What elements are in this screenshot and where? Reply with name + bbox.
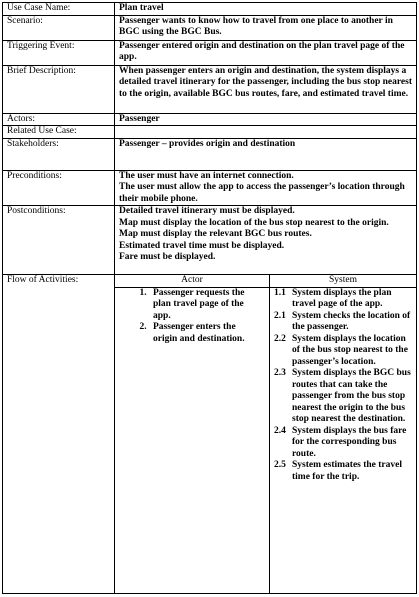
preconditions-label: Preconditions:: [3, 170, 115, 206]
postcondition-item: Map must display the location of the bus stop nearest to the origin.: [119, 217, 389, 228]
system-step-text: System displays the plan travel page of the app.: [292, 287, 392, 309]
triggering-event-label: Triggering Event:: [3, 40, 115, 65]
triggering-event-value: Passenger entered origin and destination on the plan travel page of the app.: [115, 40, 417, 65]
stakeholders-value: Passenger – provides origin and destination: [115, 138, 417, 170]
actor-steps: [115, 287, 270, 594]
related-use-case-value: [115, 126, 417, 139]
stakeholders-label: Stakeholders:: [3, 138, 115, 170]
system-step-text: System displays the location of the bus stop nearest to the passenger’s location.: [292, 333, 408, 367]
row-stakeholders: [3, 138, 417, 170]
use-case-name-value: Plan travel: [115, 3, 417, 16]
scenario-label: Scenario:: [3, 15, 115, 40]
system-step-text: System estimates the travel time for the trip.: [292, 460, 403, 482]
system-step-text: System displays the BGC bus routes that can take the passenger from the bus stop nearest the origin to the bus stop nearest the destination.: [292, 368, 411, 424]
related-use-case-label: Related Use Case:: [3, 126, 115, 139]
precondition-item: The user must have an internet connection.: [119, 170, 294, 181]
row-preconditions: [3, 170, 417, 206]
postconditions-value: [115, 206, 417, 275]
system-step-number: 2.1: [274, 310, 286, 321]
postcondition-item: Fare must be displayed.: [119, 252, 216, 262]
actor-column-header: Actor: [115, 275, 270, 288]
row-use-case-name: [3, 3, 417, 16]
use-case-table: [2, 2, 417, 594]
row-scenario: [3, 15, 417, 40]
system-step: [274, 460, 412, 483]
row-brief-description: [3, 65, 417, 113]
system-step-number: 2.5: [274, 460, 286, 470]
use-case-name-label: Use Case Name:: [3, 3, 115, 16]
system-step-number: 1.1: [274, 287, 286, 298]
precondition-item: The user must allow the app to access the passenger’s location through their mobile phone.: [119, 182, 405, 204]
system-step-text: System displays the bus fare for the corresponding bus route.: [292, 425, 407, 459]
system-step-number: 2.3: [274, 368, 286, 378]
actor-step: 1. Passenger requests the plan travel page of the app.: [149, 288, 261, 323]
actors-label: Actors:: [3, 113, 115, 126]
actor-step: 2. Passenger enters the origin and destination.: [149, 322, 261, 345]
row-flow-headers: [3, 275, 417, 288]
preconditions-value: [115, 170, 417, 206]
system-step-number: 2.2: [274, 333, 286, 344]
postcondition-item: Detailed travel itinerary must be displayed.: [119, 206, 295, 216]
flow-label: Flow of Activities:: [3, 275, 115, 594]
row-actors: [3, 113, 417, 126]
row-postconditions: [3, 206, 417, 275]
system-step-number: 2.4: [274, 425, 286, 436]
system-step: [274, 334, 412, 369]
system-steps: [270, 287, 417, 594]
system-step-text: System checks the location of the passenger.: [292, 310, 411, 332]
system-step: [274, 311, 412, 334]
row-related-use-case: [3, 126, 417, 139]
system-column-header: System: [270, 275, 417, 288]
brief-description-value: When passenger enters an origin and destination, the system displays a detailed travel itinerary for the passenger, including the bus stop nearest to the origin, available BGC bus routes, fare, and estimated travel time.: [115, 65, 417, 113]
row-triggering-event: [3, 40, 417, 65]
system-step: [274, 426, 412, 461]
brief-description-label: Brief Description:: [3, 65, 115, 113]
system-step: [274, 288, 412, 311]
system-step: [274, 368, 412, 426]
scenario-value: Passenger wants to know how to travel from one place to another in BGC using the BGC Bus.: [115, 15, 417, 40]
actors-value: Passenger: [115, 113, 417, 126]
postcondition-item: Map must display the relevant BGC bus routes.: [119, 229, 312, 239]
postcondition-item: Estimated travel time must be displayed.: [119, 240, 285, 251]
postconditions-label: Postconditions:: [3, 206, 115, 275]
